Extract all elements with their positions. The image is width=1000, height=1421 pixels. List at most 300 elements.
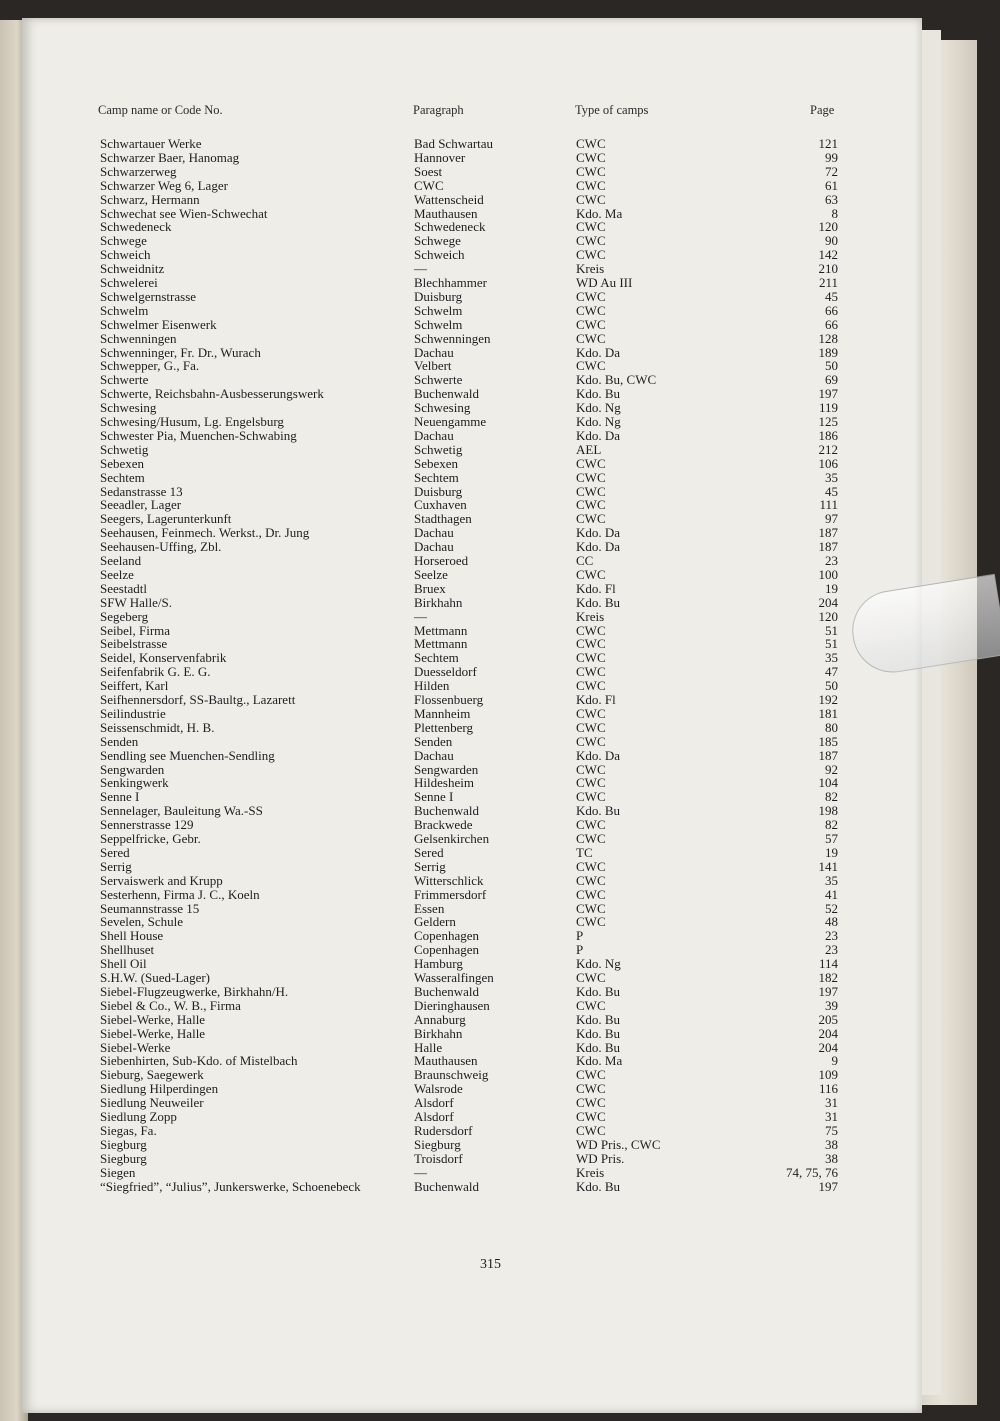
camp-type-cell: CWC bbox=[576, 858, 606, 874]
table-row bbox=[0, 665, 1000, 679]
header-page: Page bbox=[810, 103, 835, 117]
camp-name-cell: Sengwarden bbox=[100, 761, 165, 777]
paragraph-cell: CWC bbox=[414, 177, 444, 193]
table-row bbox=[0, 957, 1000, 971]
camp-type-cell: Kdo. Ng bbox=[576, 414, 621, 429]
camp-name-cell: Schwester Pia, Muenchen-Schwabing bbox=[100, 427, 297, 443]
table-row bbox=[0, 1110, 1000, 1124]
camp-type-cell: CWC bbox=[576, 997, 606, 1013]
table-row bbox=[0, 943, 1000, 957]
camp-name-cell: Siebel & Co., W. B., Firma bbox=[100, 997, 241, 1013]
camp-type-cell: CWC bbox=[576, 455, 606, 471]
camp-name-cell: Sevelen, Schule bbox=[100, 914, 184, 930]
table-row bbox=[0, 832, 1000, 846]
camp-type-cell: Kdo. Bu bbox=[576, 983, 621, 999]
camp-type-cell: Kreis bbox=[576, 261, 605, 277]
paragraph-cell: Mauthausen bbox=[414, 1053, 478, 1069]
camp-type-cell: CWC bbox=[576, 719, 606, 735]
table-row bbox=[0, 929, 1000, 943]
camp-name-cell: Schwechat see Wien-Schwechat bbox=[100, 205, 268, 221]
table-row bbox=[0, 137, 1000, 151]
camp-type-cell: CWC bbox=[576, 469, 606, 485]
page-ref-cell: 197 bbox=[818, 386, 838, 402]
camp-name-cell: Sieburg, Saegewerk bbox=[100, 1067, 204, 1083]
page-ref-cell: 72 bbox=[825, 163, 838, 179]
paragraph-cell: Duisburg bbox=[414, 483, 463, 499]
paragraph-cell: Flossenbuerg bbox=[414, 692, 484, 707]
page-ref-cell: 100 bbox=[818, 566, 838, 582]
table-row bbox=[0, 443, 1000, 457]
page-ref-cell: 66 bbox=[825, 316, 838, 332]
camp-name-cell: Schwartauer Werke bbox=[100, 136, 202, 151]
table-row bbox=[0, 498, 1000, 512]
camp-name-cell: Seidel, Konservenfabrik bbox=[100, 650, 227, 666]
camp-name-cell: Siegburg bbox=[100, 1150, 147, 1166]
table-row bbox=[0, 526, 1000, 540]
table-row bbox=[0, 568, 1000, 582]
camp-type-cell: CWC bbox=[576, 302, 606, 318]
camp-type-cell: Kdo. Bu, CWC bbox=[576, 372, 657, 388]
page-ref-cell: 204 bbox=[818, 1025, 838, 1041]
camp-name-cell: SFW Halle/S. bbox=[100, 594, 172, 610]
paragraph-cell: Buchenwald bbox=[414, 983, 479, 999]
table-row bbox=[0, 415, 1000, 429]
paragraph-cell: Sengwarden bbox=[414, 761, 479, 777]
camp-type-cell: CWC bbox=[576, 219, 606, 235]
camp-type-cell: WD Pris., CWC bbox=[576, 1136, 661, 1152]
table-row bbox=[0, 582, 1000, 596]
paragraph-cell: Alsdorf bbox=[414, 1109, 454, 1124]
paragraph-cell: Mettmann bbox=[414, 636, 468, 652]
camp-type-cell: CWC bbox=[576, 1095, 606, 1111]
camp-type-cell: CWC bbox=[576, 483, 606, 499]
camp-type-cell: CWC bbox=[576, 872, 606, 888]
table-row bbox=[0, 401, 1000, 415]
table-row bbox=[0, 234, 1000, 248]
paragraph-cell: — bbox=[414, 608, 427, 624]
camp-name-cell: Seiffert, Karl bbox=[100, 678, 169, 694]
page-ref-cell: 211 bbox=[818, 275, 838, 290]
paragraph-cell: Schwesing bbox=[414, 400, 471, 416]
table-row bbox=[0, 304, 1000, 318]
camp-type-cell: Kreis bbox=[576, 1164, 605, 1180]
paragraph-cell: Hamburg bbox=[414, 956, 463, 972]
table-row bbox=[0, 860, 1000, 874]
table-row bbox=[0, 874, 1000, 888]
page-ref-cell: 204 bbox=[818, 1039, 838, 1055]
table-row bbox=[0, 763, 1000, 777]
camp-type-cell: CWC bbox=[576, 789, 606, 805]
page-ref-cell: 63 bbox=[825, 191, 838, 207]
page-ref-cell: 106 bbox=[818, 455, 838, 471]
page-ref-cell: 31 bbox=[825, 1095, 838, 1111]
camp-name-cell: Shell House bbox=[100, 928, 164, 944]
table-row bbox=[0, 485, 1000, 499]
page-ref-cell: 186 bbox=[818, 427, 838, 443]
page-ref-cell: 9 bbox=[831, 1053, 838, 1069]
page-ref-cell: 52 bbox=[825, 900, 838, 916]
camp-name-cell: Senden bbox=[100, 733, 139, 749]
page-ref-cell: 111 bbox=[819, 497, 838, 513]
paragraph-cell: Witterschlick bbox=[414, 872, 484, 888]
camp-type-cell: CWC bbox=[576, 358, 606, 374]
camp-name-cell: Schwedeneck bbox=[100, 219, 172, 235]
page-ref-cell: 51 bbox=[825, 636, 838, 652]
page-ref-cell: 61 bbox=[825, 177, 838, 193]
page-ref-cell: 38 bbox=[825, 1150, 838, 1166]
camp-type-cell: Kdo. Fl bbox=[576, 580, 616, 596]
camp-name-cell: Schwarzerweg bbox=[100, 163, 177, 179]
page-ref-cell: 35 bbox=[825, 469, 838, 485]
page-ref-cell: 38 bbox=[825, 1136, 838, 1152]
camp-type-cell: Kreis bbox=[576, 608, 605, 624]
camp-name-cell: Segeberg bbox=[100, 608, 149, 624]
camp-type-cell: CC bbox=[576, 553, 594, 568]
camp-name-cell: Sered bbox=[100, 844, 130, 860]
camp-name-cell: Sennerstrasse 129 bbox=[100, 817, 194, 833]
camp-type-cell: CWC bbox=[576, 1067, 606, 1083]
page-ref-cell: 197 bbox=[818, 1178, 838, 1194]
paragraph-cell: — bbox=[414, 1164, 427, 1180]
camp-name-cell: Schwege bbox=[100, 233, 147, 249]
page-ref-cell: 45 bbox=[825, 288, 838, 304]
paragraph-cell: — bbox=[414, 261, 427, 277]
table-row bbox=[0, 902, 1000, 916]
camp-type-cell: P bbox=[576, 942, 584, 958]
camp-type-cell: CWC bbox=[576, 566, 606, 582]
table-row bbox=[0, 193, 1000, 207]
table-row bbox=[0, 888, 1000, 902]
camp-name-cell: Schwarzer Weg 6, Lager bbox=[100, 177, 228, 193]
camp-name-cell: Seehausen-Uffing, Zbl. bbox=[100, 539, 222, 555]
camp-type-cell: CWC bbox=[576, 497, 606, 513]
header-paragraph: Paragraph bbox=[413, 103, 464, 117]
paragraph-cell: Hildesheim bbox=[414, 775, 474, 791]
camp-name-cell: Siedlung Zopp bbox=[100, 1109, 177, 1124]
paragraph-cell: Senden bbox=[414, 733, 453, 749]
paragraph-cell: Dachau bbox=[414, 539, 454, 555]
paragraph-cell: Siegburg bbox=[414, 1136, 461, 1152]
header-type-of-camps: Type of camps bbox=[575, 103, 649, 117]
camp-name-cell: Siebel-Werke bbox=[100, 1039, 171, 1055]
page-ref-cell: 50 bbox=[825, 678, 838, 694]
camp-type-cell: Kdo. Da bbox=[576, 747, 621, 763]
page-ref-cell: 74, 75, 76 bbox=[786, 1164, 838, 1180]
paragraph-cell: Dachau bbox=[414, 525, 454, 541]
camp-name-cell: Sesterhenn, Firma J. C., Koeln bbox=[100, 886, 260, 902]
camp-name-cell: Servaiswerk and Krupp bbox=[100, 872, 223, 888]
table-row bbox=[0, 346, 1000, 360]
page-ref-cell: 47 bbox=[825, 664, 838, 680]
page-ref-cell: 104 bbox=[818, 775, 838, 791]
page-number: 315 bbox=[480, 1257, 501, 1272]
table-row bbox=[0, 637, 1000, 651]
paragraph-cell: Mauthausen bbox=[414, 205, 478, 221]
paragraph-cell: Senne I bbox=[414, 789, 454, 805]
page-ref-cell: 23 bbox=[825, 942, 838, 958]
page-ref-cell: 141 bbox=[818, 858, 838, 874]
table-row bbox=[0, 596, 1000, 610]
table-row bbox=[0, 804, 1000, 818]
table-row bbox=[0, 179, 1000, 193]
table-row bbox=[0, 790, 1000, 804]
camp-type-cell: AEL bbox=[576, 441, 602, 457]
page-ref-cell: 116 bbox=[818, 1081, 838, 1097]
page-ref-cell: 187 bbox=[818, 539, 838, 555]
paragraph-cell: Hilden bbox=[414, 678, 450, 694]
paragraph-cell: Schwelm bbox=[414, 302, 463, 318]
table-row bbox=[0, 554, 1000, 568]
camp-type-cell: Kdo. Da bbox=[576, 427, 621, 443]
paragraph-cell: Buchenwald bbox=[414, 1178, 479, 1194]
camp-type-cell: CWC bbox=[576, 1122, 606, 1138]
table-row bbox=[0, 165, 1000, 179]
table-row bbox=[0, 1166, 1000, 1180]
page-ref-cell: 35 bbox=[825, 650, 838, 666]
camp-name-cell: “Siegfried”, “Julius”, Junkerswerke, Schoenebeck bbox=[100, 1178, 361, 1194]
table-row bbox=[0, 262, 1000, 276]
table-row bbox=[0, 721, 1000, 735]
camp-type-cell: Kdo. Bu bbox=[576, 1011, 621, 1027]
table-row bbox=[0, 679, 1000, 693]
table-row bbox=[0, 693, 1000, 707]
camp-type-cell: CWC bbox=[576, 664, 606, 680]
table-row bbox=[0, 429, 1000, 443]
camp-name-cell: Seehausen, Feinmech. Werkst., Dr. Jung bbox=[100, 525, 310, 541]
camp-type-cell: CWC bbox=[576, 191, 606, 207]
paragraph-cell: Hannover bbox=[414, 149, 466, 165]
table-row bbox=[0, 1082, 1000, 1096]
table-row bbox=[0, 471, 1000, 485]
camp-type-cell: CWC bbox=[576, 136, 606, 151]
paragraph-cell: Walsrode bbox=[414, 1081, 463, 1097]
camp-name-cell: Seelze bbox=[100, 566, 134, 582]
paragraph-cell: Bad Schwartau bbox=[414, 136, 494, 151]
table-row bbox=[0, 915, 1000, 929]
paragraph-cell: Duisburg bbox=[414, 288, 463, 304]
page-ref-cell: 192 bbox=[818, 692, 838, 707]
page-ref-cell: 187 bbox=[818, 747, 838, 763]
paragraph-cell: Alsdorf bbox=[414, 1095, 454, 1111]
paragraph-cell: Bruex bbox=[414, 580, 446, 596]
paragraph-cell: Gelsenkirchen bbox=[414, 831, 490, 846]
table-row bbox=[0, 373, 1000, 387]
camp-name-cell: Seissenschmidt, H. B. bbox=[100, 719, 215, 735]
page-ref-cell: 39 bbox=[825, 997, 838, 1013]
camp-type-cell: CWC bbox=[576, 149, 606, 165]
camp-type-cell: WD Au III bbox=[576, 275, 633, 290]
paragraph-cell: Schwetig bbox=[414, 441, 463, 457]
page-ref-cell: 205 bbox=[818, 1011, 838, 1027]
camp-name-cell: Siebenhirten, Sub-Kdo. of Mistelbach bbox=[100, 1053, 298, 1069]
camp-type-cell: Kdo. Bu bbox=[576, 803, 621, 819]
page-ref-cell: 41 bbox=[825, 886, 838, 902]
camp-name-cell: Schwenninger, Fr. Dr., Wurach bbox=[100, 344, 261, 360]
page-ref-cell: 50 bbox=[825, 358, 838, 374]
table-row bbox=[0, 1068, 1000, 1082]
camp-type-cell: CWC bbox=[576, 775, 606, 791]
table-row bbox=[0, 1054, 1000, 1068]
camp-type-cell: CWC bbox=[576, 761, 606, 777]
camp-name-cell: Sedanstrasse 13 bbox=[100, 483, 183, 499]
page-ref-cell: 97 bbox=[825, 511, 838, 527]
paragraph-cell: Dachau bbox=[414, 344, 454, 360]
table-row bbox=[0, 624, 1000, 638]
camp-name-cell: Schwetig bbox=[100, 441, 149, 457]
table-row bbox=[0, 749, 1000, 763]
camp-name-cell: Siegen bbox=[100, 1164, 136, 1180]
camp-name-cell: Seegers, Lagerunterkunft bbox=[100, 511, 232, 527]
camp-name-cell: Schwelm bbox=[100, 302, 149, 318]
camp-name-cell: Schwepper, G., Fa. bbox=[100, 358, 200, 374]
camp-name-cell: Siegas, Fa. bbox=[100, 1122, 157, 1138]
camp-name-cell: Schwarz, Hermann bbox=[100, 191, 200, 207]
camp-type-cell: P bbox=[576, 928, 584, 944]
page-ref-cell: 210 bbox=[818, 261, 838, 277]
table-row bbox=[0, 387, 1000, 401]
camp-name-cell: Serrig bbox=[100, 858, 132, 874]
paragraph-cell: Brackwede bbox=[414, 817, 473, 833]
camp-name-cell: Schwelerei bbox=[100, 275, 158, 290]
camp-name-cell: Schwenningen bbox=[100, 330, 177, 346]
camp-type-cell: Kdo. Bu bbox=[576, 386, 621, 402]
camp-type-cell: CWC bbox=[576, 886, 606, 902]
camp-name-cell: Schwelgernstrasse bbox=[100, 288, 197, 304]
page-ref-cell: 51 bbox=[825, 622, 838, 638]
page-ref-cell: 23 bbox=[825, 553, 838, 568]
camp-name-cell: Seifhennersdorf, SS-Baultg., Lazarett bbox=[100, 692, 296, 707]
camp-name-cell: Schweich bbox=[100, 247, 151, 263]
paragraph-cell: Annaburg bbox=[414, 1011, 466, 1027]
camp-type-cell: CWC bbox=[576, 163, 606, 179]
table-row bbox=[0, 735, 1000, 749]
paragraph-cell: Copenhagen bbox=[414, 928, 479, 944]
camp-name-cell: Sechtem bbox=[100, 469, 145, 485]
page-ref-cell: 69 bbox=[825, 372, 838, 388]
camp-type-cell: CWC bbox=[576, 678, 606, 694]
camp-type-cell: Kdo. Bu bbox=[576, 1025, 621, 1041]
paragraph-cell: Wattenscheid bbox=[414, 191, 484, 207]
table-row bbox=[0, 818, 1000, 832]
camp-name-cell: S.H.W. (Sued-Lager) bbox=[100, 970, 210, 985]
camp-type-cell: CWC bbox=[576, 970, 606, 985]
page-ref-cell: 212 bbox=[818, 441, 838, 457]
page-ref-cell: 82 bbox=[825, 817, 838, 833]
camp-name-cell: Shellhuset bbox=[100, 942, 155, 958]
paragraph-cell: Copenhagen bbox=[414, 942, 479, 958]
camp-name-cell: Shell Oil bbox=[100, 956, 147, 972]
page-ref-cell: 120 bbox=[818, 219, 838, 235]
paragraph-cell: Cuxhaven bbox=[414, 497, 467, 513]
table-row bbox=[0, 290, 1000, 304]
camp-type-cell: Kdo. Da bbox=[576, 344, 621, 360]
table-row bbox=[0, 1013, 1000, 1027]
page-ref-cell: 80 bbox=[825, 719, 838, 735]
paragraph-cell: Serrig bbox=[414, 858, 446, 874]
camp-name-cell: Siebel-Werke, Halle bbox=[100, 1025, 206, 1041]
camp-name-cell: Schwesing bbox=[100, 400, 157, 416]
paragraph-cell: Buchenwald bbox=[414, 386, 479, 402]
page-ref-cell: 182 bbox=[818, 970, 838, 985]
camp-name-cell: Siegburg bbox=[100, 1136, 147, 1152]
table-row bbox=[0, 540, 1000, 554]
paragraph-cell: Geldern bbox=[414, 914, 456, 930]
page-ref-cell: 198 bbox=[818, 803, 838, 819]
page-ref-cell: 19 bbox=[825, 580, 838, 596]
camp-type-cell: Kdo. Bu bbox=[576, 594, 621, 610]
page-ref-cell: 128 bbox=[818, 330, 838, 346]
page-ref-cell: 187 bbox=[818, 525, 838, 541]
table-row bbox=[0, 610, 1000, 624]
camp-type-cell: CWC bbox=[576, 636, 606, 652]
paragraph-cell: Plettenberg bbox=[414, 719, 473, 735]
paragraph-cell: Troisdorf bbox=[414, 1150, 463, 1166]
page-ref-cell: 8 bbox=[831, 205, 838, 221]
paragraph-cell: Duesseldorf bbox=[414, 664, 477, 680]
camp-type-cell: CWC bbox=[576, 1081, 606, 1097]
paragraph-cell: Braunschweig bbox=[414, 1067, 489, 1083]
paragraph-cell: Sechtem bbox=[414, 469, 459, 485]
table-row bbox=[0, 1096, 1000, 1110]
page-ref-cell: 197 bbox=[818, 983, 838, 999]
page-ref-cell: 114 bbox=[818, 956, 838, 972]
camp-type-cell: CWC bbox=[576, 1109, 606, 1124]
page-ref-cell: 75 bbox=[825, 1122, 838, 1138]
page-ref-cell: 189 bbox=[818, 344, 838, 360]
camp-type-cell: CWC bbox=[576, 177, 606, 193]
camp-name-cell: Seppelfricke, Gebr. bbox=[100, 831, 201, 846]
page-ref-cell: 82 bbox=[825, 789, 838, 805]
camp-type-cell: CWC bbox=[576, 316, 606, 332]
table-row bbox=[0, 512, 1000, 526]
camp-type-cell: CWC bbox=[576, 900, 606, 916]
camp-type-cell: CWC bbox=[576, 650, 606, 666]
camp-type-cell: CWC bbox=[576, 831, 606, 846]
paragraph-cell: Dachau bbox=[414, 747, 454, 763]
page-ref-cell: 121 bbox=[818, 136, 838, 151]
paragraph-cell: Frimmersdorf bbox=[414, 886, 487, 902]
camp-type-cell: CWC bbox=[576, 288, 606, 304]
table-row bbox=[0, 1180, 1000, 1194]
paragraph-cell: Schwege bbox=[414, 233, 461, 249]
table-row bbox=[0, 971, 1000, 985]
paragraph-cell: Essen bbox=[414, 900, 445, 916]
table-row bbox=[0, 1041, 1000, 1055]
camp-type-cell: TC bbox=[576, 844, 593, 860]
page-ref-cell: 45 bbox=[825, 483, 838, 499]
table-row bbox=[0, 151, 1000, 165]
table-row bbox=[0, 207, 1000, 221]
camp-type-cell: Kdo. Ma bbox=[576, 205, 623, 221]
camp-name-cell: Schwesing/Husum, Lg. Engelsburg bbox=[100, 414, 284, 429]
paragraph-cell: Dachau bbox=[414, 427, 454, 443]
camp-name-cell: Seeland bbox=[100, 553, 142, 568]
page-ref-cell: 35 bbox=[825, 872, 838, 888]
table-row bbox=[0, 1124, 1000, 1138]
camp-type-cell: CWC bbox=[576, 330, 606, 346]
paragraph-cell: Birkhahn bbox=[414, 1025, 463, 1041]
paragraph-cell: Dieringhausen bbox=[414, 997, 490, 1013]
page-ref-cell: 19 bbox=[825, 844, 838, 860]
camp-name-cell: Schwerte, Reichsbahn-Ausbesserungswerk bbox=[100, 386, 324, 402]
camp-type-cell: CWC bbox=[576, 622, 606, 638]
camp-type-cell: CWC bbox=[576, 511, 606, 527]
paragraph-cell: Schwenningen bbox=[414, 330, 491, 346]
paragraph-cell: Soest bbox=[414, 163, 443, 179]
camp-type-cell: Kdo. Bu bbox=[576, 1178, 621, 1194]
camp-name-cell: Siedlung Hilperdingen bbox=[100, 1081, 219, 1097]
paragraph-cell: Mettmann bbox=[414, 622, 468, 638]
